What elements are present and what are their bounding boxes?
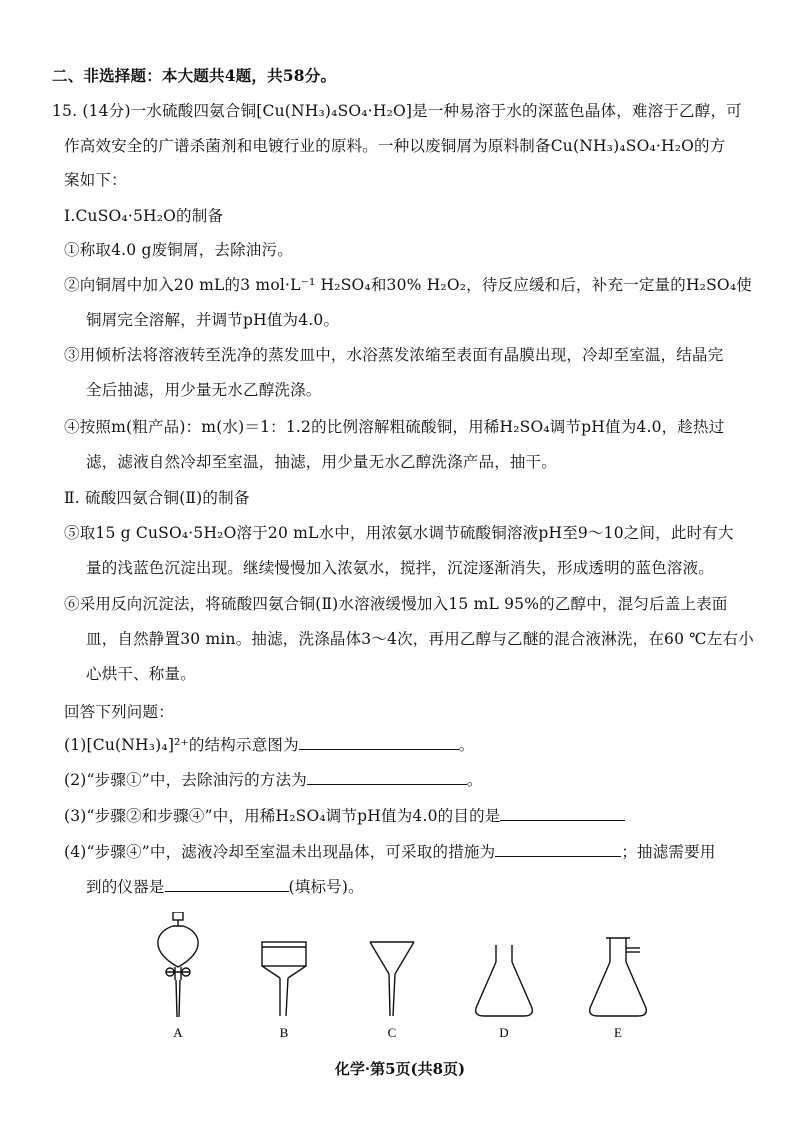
subquestion-4-mid: ；抽滤需要用 (621, 843, 716, 861)
subquestion-4-end: (填标号)。 (288, 878, 364, 896)
subquestion-2-text: (2)“步骤①”中，去除油污的方法为 (64, 771, 307, 789)
question-15-intro-line1: 15. (14分)一水硫酸四氨合铜[Cu(NH₃)₄SO₄·H₂O]是一种易溶于水的深蓝色晶体，难溶于乙醇，可 (52, 102, 742, 120)
step4-text-line2: 滤，滤液自然冷却至室温，抽滤，用少量无水乙醇洗涤产品，抽干。 (86, 453, 558, 471)
funnel-C[interactable] (370, 942, 414, 1016)
answer-prompt: 回答下列问题： (64, 703, 174, 721)
page-footer: 化学·第5页(共8页) (334, 1060, 466, 1078)
step6-text-line1: ⑥采用反向沉淀法，将硫酸四氨合铜(Ⅱ)水溶液缓慢加入15 mL 95%的乙醇中，混匀后盖上表面 (64, 595, 728, 613)
step2-text-line2: 铜屑完全溶解，并调节pH值为4.0。 (86, 311, 340, 329)
answer-blank-1[interactable] (299, 735, 459, 750)
part1-title: Ⅰ.CuSO₄·5H₂O的制备 (64, 207, 224, 225)
apparatus-label-C: C (387, 1025, 397, 1040)
apparatus-label-B: B (279, 1025, 289, 1040)
subquestion-1-end: 。 (458, 736, 475, 754)
answer-blank-3[interactable] (500, 806, 625, 821)
step1-text: ①称取4.0 g废铜屑，去除油污。 (64, 241, 293, 259)
subquestion-4-line2 (86, 877, 760, 897)
subquestion-4 (64, 842, 760, 862)
apparatus-label-D: D (499, 1025, 509, 1040)
step5-text-line1: ⑤取15 g CuSO₄·5H₂O溶于20 mL水中，用浓氨水调节硫酸铜溶液pH至9～10之间，此时有大 (64, 524, 734, 542)
subquestion-1 (64, 735, 760, 755)
step3-text-line2: 全后抽滤，用少量无水乙醇洗涤。 (86, 381, 322, 399)
subquestion-4-text-2: 到的仪器是 (86, 878, 165, 896)
apparatus-label-A: A (173, 1025, 183, 1040)
section-title: 二、非选择题：本大题共4题，共58分。 (52, 66, 337, 85)
answer-blank-4a[interactable] (495, 842, 621, 857)
apparatus-figure (140, 912, 660, 1052)
step4-text-line1: ④按照m(粗产品)：m(水)＝1：1.2的比例溶解粗硫酸铜，用稀H₂SO₄调节pH值为4.0，趁热过 (64, 418, 725, 436)
subquestion-3 (64, 806, 760, 826)
subquestion-1-text: (1)[Cu(NH₃)₄]²⁺的结构示意图为 (64, 736, 299, 754)
apparatus-label-E: E (614, 1025, 622, 1040)
step2-text-line1: ②向铜屑中加入20 mL的3 mol·L⁻¹ H₂SO₄和30% H₂O₂，待反应缓和后，补充一定量的H₂SO₄使 (64, 276, 752, 294)
question-15-intro-line2: 作高效安全的广谱杀菌剂和电镀行业的原料。一种以废铜屑为原料制备Cu(NH₃)₄SO₄·H₂O的方 (64, 137, 726, 155)
subquestion-2 (64, 770, 760, 790)
answer-blank-4b[interactable] (165, 877, 289, 892)
answer-blank-2[interactable] (307, 770, 467, 785)
step6-text-line3: 心烘干、称量。 (86, 665, 196, 683)
suction-flask-E[interactable] (590, 938, 647, 1016)
question-15-intro-line3: 案如下： (64, 171, 127, 189)
subquestion-4-text: (4)“步骤④”中，滤液冷却至室温未出现晶体，可采取的措施为 (64, 843, 496, 861)
separatory-funnel-A[interactable] (158, 912, 198, 1017)
subquestion-3-text: (3)“步骤②和步骤④”中，用稀H₂SO₄调节pH值为4.0的目的是 (64, 807, 501, 825)
step5-text-line2: 量的浅蓝色沉淀出现。继续慢慢加入浓氨水，搅拌，沉淀逐渐消失，形成透明的蓝色溶液。 (86, 559, 715, 577)
part2-title: Ⅱ. 硫酸四氨合铜(Ⅱ)的制备 (64, 489, 250, 507)
subquestion-2-end: 。 (466, 771, 483, 789)
step3-text-line1: ③用倾析法将溶液转至洗净的蒸发皿中，水浴蒸发浓缩至表面有晶膜出现，冷却至室温，结晶完 (64, 346, 724, 364)
step6-text-line2: 皿，自然静置30 min。抽滤，洗涤晶体3～4次，再用乙醇与乙醚的混合液淋洗，在60 ℃左右小 (86, 630, 754, 648)
buchner-funnel-B[interactable] (262, 942, 306, 1016)
conical-flask-D[interactable] (476, 945, 533, 1016)
